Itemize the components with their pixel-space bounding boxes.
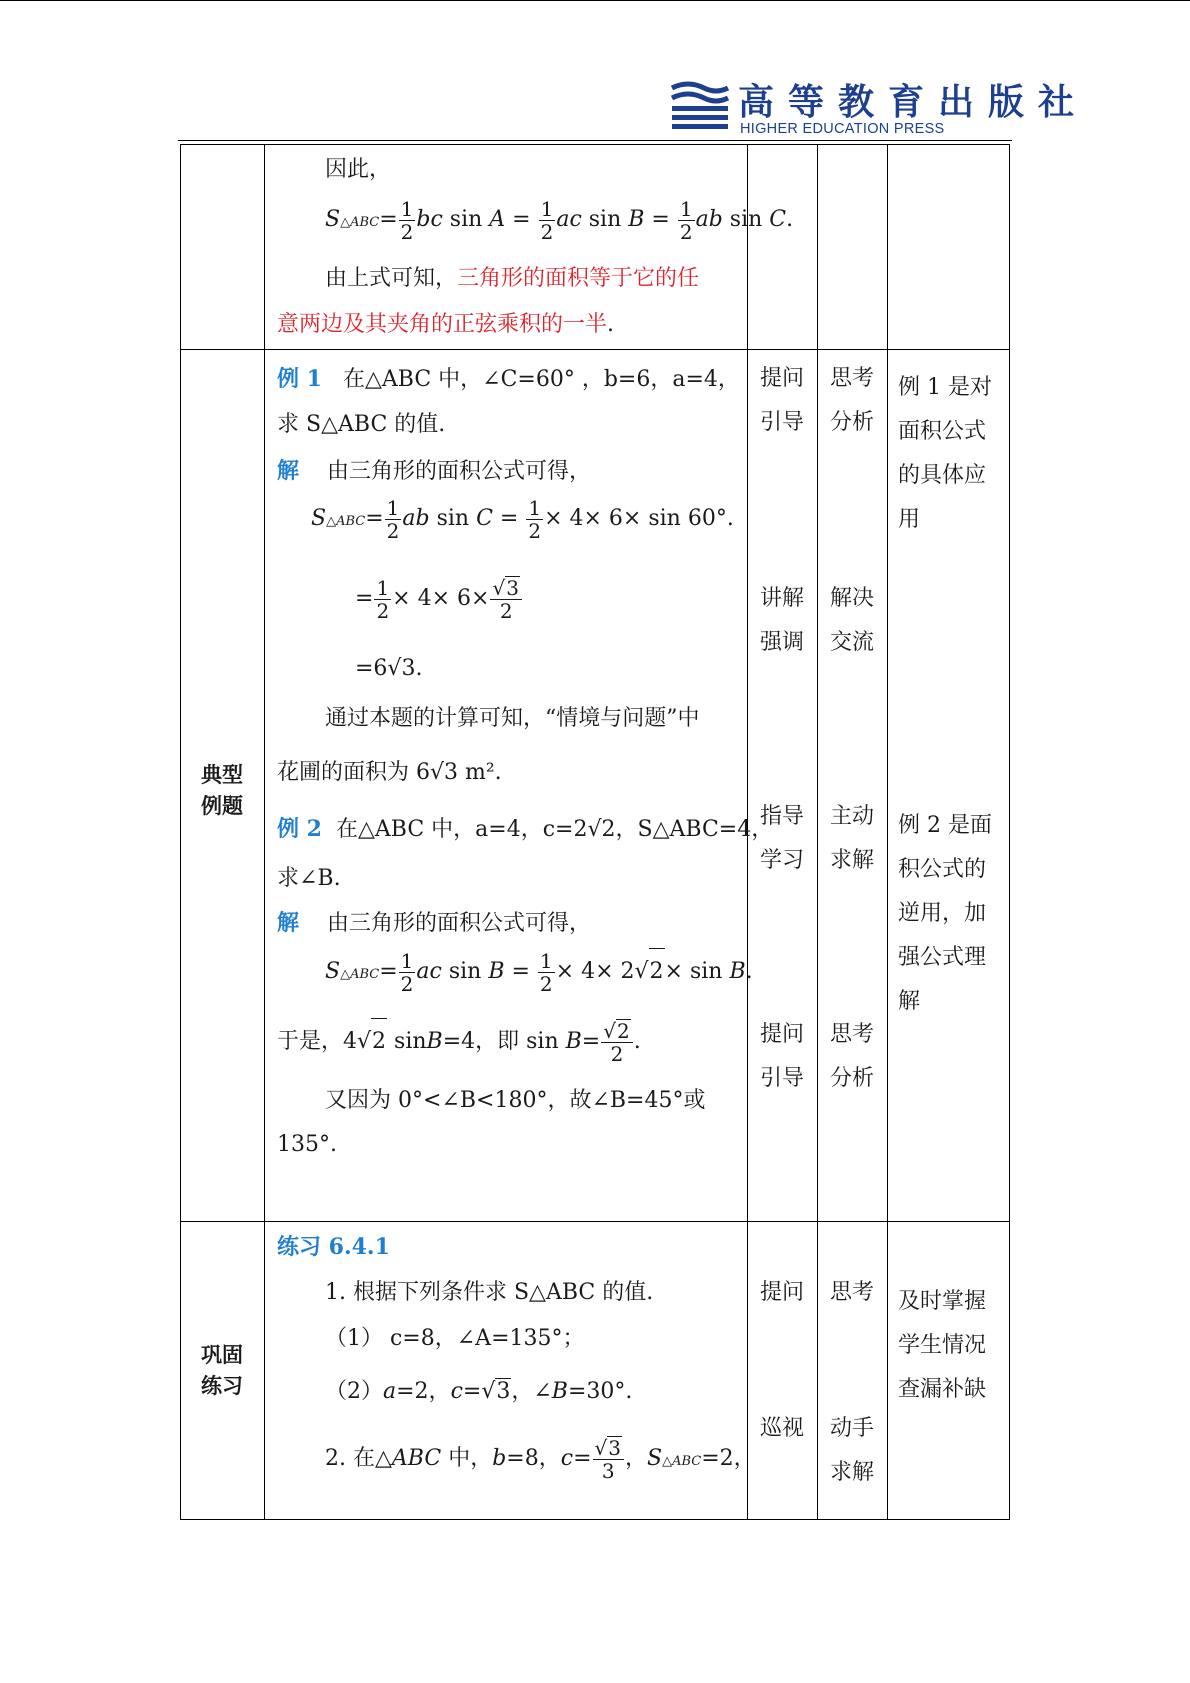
example-1: 例 1 在△ABC 中，∠C=60° ，b=6，a=4， bbox=[277, 366, 740, 392]
publisher-name-en: HIGHER EDUCATION PRESS bbox=[740, 121, 945, 137]
exercise-label: 练习 6.4.1 bbox=[277, 1234, 390, 1260]
section-label: 典型 例题 bbox=[201, 763, 243, 818]
example-2-line-2: 求∠B. bbox=[277, 866, 341, 891]
table-row bbox=[181, 1222, 1010, 1520]
section-cell-empty bbox=[181, 145, 265, 350]
solution-2-line-3: 于是，4√2 sinB=4，即 sin B= $\frac{√2}{2}$ . bbox=[277, 1019, 641, 1066]
intent-cell bbox=[888, 1222, 1010, 1520]
student-activity: 思考 bbox=[830, 366, 875, 391]
student-activity: 思考 bbox=[830, 1280, 875, 1305]
question-1: 1. 根据下列条件求 S△ABC 的值. bbox=[325, 1280, 654, 1305]
conclusion-line-1: 由上式可知，三角形的面积等于它的任 bbox=[325, 266, 700, 291]
question-1b: （2）a=2，c=√3，∠B=30°. bbox=[325, 1379, 633, 1404]
solution-2-line-4: 又因为 0°<∠B<180°，故∠B=45°或 bbox=[325, 1088, 706, 1113]
student-activity-cell: 思考 动手 求解 bbox=[818, 1222, 888, 1520]
teacher-activity: 提问 bbox=[760, 366, 805, 391]
lesson-table bbox=[180, 144, 1010, 1520]
solution-2-line-5: 135°. bbox=[277, 1132, 337, 1157]
press-emblem-icon bbox=[668, 80, 732, 138]
teacher-activity: 讲解 bbox=[760, 586, 805, 611]
solution-2: 解 由三角形的面积公式可得， bbox=[277, 910, 592, 936]
intro-text: 因此， bbox=[325, 157, 392, 182]
table-row bbox=[181, 145, 1010, 350]
content-cell bbox=[265, 1222, 756, 1520]
intent-text: 例 1 是对 面积公式 的具体应 用 bbox=[898, 375, 992, 532]
example-1-line-2: 求 S△ABC 的值. bbox=[277, 412, 446, 437]
teacher-activity-cell bbox=[748, 1222, 818, 1520]
solution-1: 解 由三角形的面积公式可得， bbox=[277, 458, 592, 484]
example-2: 例 2 在△ABC 中，a=4，c=2√2，S△ABC=4， bbox=[277, 816, 774, 842]
intent-cell bbox=[888, 350, 1010, 1222]
content-cell bbox=[265, 145, 794, 350]
student-activity-cell: 思考 分析 解决 交流 主动 求解 思考 分析 bbox=[818, 350, 888, 1222]
teacher-activity-cell: 提问 引导 讲解 强调 指导 学习 提问 引导 bbox=[748, 350, 818, 1222]
student-activity: 动手 bbox=[830, 1416, 875, 1441]
section-cell bbox=[181, 1222, 265, 1520]
student-activity: 解决 bbox=[830, 586, 875, 611]
top-border bbox=[0, 0, 1190, 1]
conclusion-line-2: 意两边及其夹角的正弦乘积的一半. bbox=[277, 312, 615, 337]
teacher-activity: 提问 bbox=[760, 1280, 805, 1305]
note-line-1: 通过本题的计算可知，“情境与问题”中 bbox=[325, 706, 700, 731]
teacher-activity: 巡视 bbox=[760, 1416, 805, 1441]
solution-1-formula: S△ABC= $\frac{1}{2}$ ab sin C = $\frac{1}{2}$ × 4× 6× sin 60°. bbox=[311, 495, 734, 543]
teacher-activity: 提问 bbox=[760, 1022, 805, 1047]
note-line-2: 花圃的面积为 6√3 m². bbox=[277, 760, 502, 785]
content-cell bbox=[265, 350, 774, 1222]
question-2: 2. 在△ABC 中，b=8，c= $\frac{√3}{3}$ ，S△ABC=2， bbox=[325, 1436, 756, 1483]
publisher-logo bbox=[668, 80, 1089, 142]
solution-1-step: = $\frac{1}{2}$ × 4× 6× $\frac{√3}{2}$ bbox=[355, 576, 523, 622]
table-row bbox=[181, 350, 1010, 1222]
emphasis-text: 三角形的面积等于它的任 bbox=[457, 266, 700, 291]
intent-text: 例 2 是面 积公式的 逆用，加 强公式理 解 bbox=[898, 813, 992, 1014]
student-activity: 思考 bbox=[830, 1022, 875, 1047]
section-cell bbox=[181, 350, 265, 1222]
solution-1-result: =6√3. bbox=[355, 656, 423, 681]
section-label: 巩固 练习 bbox=[201, 1343, 243, 1398]
student-activity: 主动 bbox=[830, 804, 875, 829]
teacher-activity: 指导 bbox=[760, 804, 805, 829]
header-rule bbox=[178, 140, 1012, 141]
solution-2-formula: S△ABC= $\frac{1}{2}$ ac sin B = $\frac{1}{2}$ × 4× 2√2× sin B. bbox=[325, 948, 753, 996]
publisher-name-cn: 高等教育出版社 bbox=[738, 81, 1089, 123]
question-1a: （1） c=8，∠A=135°； bbox=[325, 1326, 585, 1351]
area-formula: S△ABC= $\frac{1}{2}$ bc sin A = $\frac{1}{2}$ ac sin B = $\frac{1}{2}$ ab sin C. bbox=[325, 196, 794, 244]
intent-text: 及时掌握 学生情况 查漏补缺 bbox=[898, 1289, 987, 1402]
